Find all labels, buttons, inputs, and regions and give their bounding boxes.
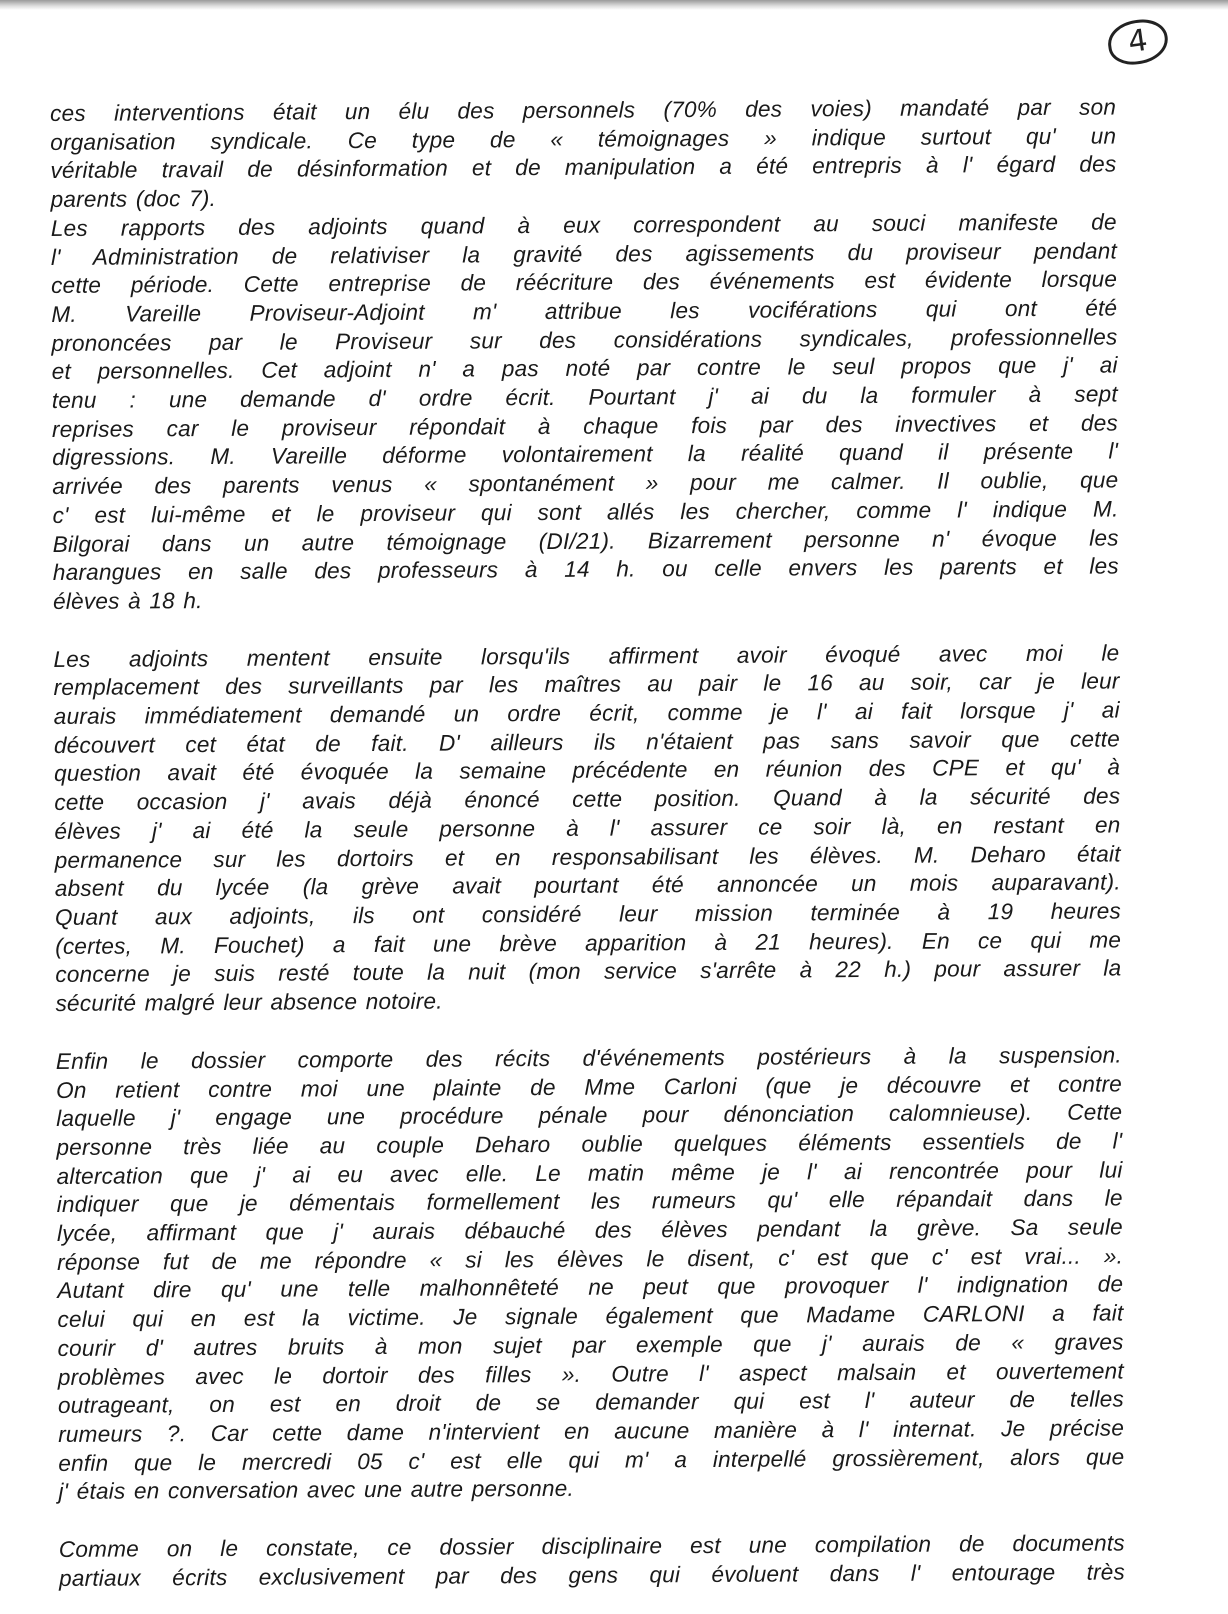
text-line: outrageant, on est en droit de se demander qui est l' auteur de telles xyxy=(57,1386,1125,1419)
text-line: Comme on le constate, ce dossier disciplinaire est une compilation de documents xyxy=(58,1530,1125,1563)
text-line: tenu : une demande d' ordre écrit. Pourtant j' ai du la formuler à sept xyxy=(51,381,1118,414)
text-line: digressions. M. Vareille déforme volontairement la réalité quand il présente l' xyxy=(52,438,1119,471)
text-line: M. Vareille Proviseur-Adjoint m' attribue les vociférations qui ont été xyxy=(51,295,1118,327)
text-line: question avait été évoquée la semaine précédente en réunion des CPE et qu' à xyxy=(54,754,1121,787)
text-line: courir d' autres bruits à mon sujet par exemple que j' aurais de « graves xyxy=(57,1329,1124,1361)
text-line: prononcées par le Proviseur sur des considérations syndicales, professionnelles xyxy=(51,324,1118,356)
text-line: personne très liée au couple Deharo oublie quelques éléments essentiels de l' xyxy=(56,1128,1123,1160)
text-line: Bilgorai dans un autre témoignage (DI/21). Bizarrement personne n' évoque les xyxy=(52,525,1119,557)
paragraph-5 xyxy=(59,1530,1125,1594)
text-line: élèves j' ai été la seule personne à l' assurer ce soir là, en restant en xyxy=(54,812,1121,844)
text-line: parents (doc 7). xyxy=(50,186,217,213)
text-line: partiaux écrits exclusivement par des gens qui évoluent dans l' entourage très xyxy=(58,1559,1126,1591)
paragraph-3 xyxy=(53,639,1121,1019)
paragraph-1 xyxy=(50,93,1117,214)
text-line: aurais immédiatement demandé un ordre écrit, comme je l' ai fait lorsque j' ai xyxy=(53,697,1120,730)
text-line: élèves à 18 h. xyxy=(52,588,203,614)
scan-top-edge xyxy=(0,0,1228,10)
text-line: celui qui en est la victime. Je signale également que Madame CARLONI a fait xyxy=(57,1300,1124,1333)
paragraph-2 xyxy=(51,208,1119,616)
text-line: et personnelles. Cet adjoint n' a pas noté par contre le seul propos que j' ai xyxy=(51,352,1118,385)
text-line: sécurité malgré leur absence notoire. xyxy=(55,988,443,1017)
text-line: réponse fut de me répondre « si les élèves le disent, c' est que c' est vrai... ». xyxy=(57,1243,1124,1275)
text-line: arrivée des parents venus « spontanément » pour me calmer. Il oublie, que xyxy=(52,467,1119,500)
text-line: reprises car le proviseur répondait à chaque fois par des invectives et des xyxy=(51,410,1119,442)
text-line: On retient contre moi une plainte de Mme Carloni (que je découvre et contre xyxy=(55,1070,1123,1103)
text-line: rumeurs ?. Car cette dame n'intervient en aucune manière à l' internat. Je précise xyxy=(58,1415,1125,1447)
text-line: lycée, affirmant que j' aurais débauché des élèves pendant la grève. Sa seule xyxy=(56,1214,1123,1246)
text-line: découvert cet état de fait. D' ailleurs ils n'étaient pas sans savoir que cette xyxy=(53,726,1120,758)
text-line: Les rapports des adjoints quand à eux correspondent au souci manifeste de xyxy=(50,209,1117,241)
text-line: cette occasion j' avais déjà énoncé cette position. Quand à la sécurité des xyxy=(54,783,1121,816)
handwritten-page-number: 4 xyxy=(1105,16,1171,68)
text-line: Autant dire qu' une telle malhonnêteté ne peut que provoquer l' indignation de xyxy=(57,1271,1124,1304)
text-line: absent du lycée (la grève avait pourtant été annoncée un mois auparavant). xyxy=(54,869,1121,902)
text-line: concerne je suis resté toute la nuit (mon service s'arrête à 22 h.) pour assurer la xyxy=(55,955,1122,988)
text-line: Les adjoints mentent ensuite lorsqu'ils affirment avoir évoqué avec moi le xyxy=(53,640,1120,672)
text-line: Quant aux adjoints, ils ont considéré leur mission terminée à 19 heures xyxy=(54,898,1122,930)
text-line: ces interventions était un élu des personnels (70% des voies) mandaté par son xyxy=(50,94,1117,126)
text-line: (certes, M. Fouchet) a fait une brève apparition à 21 heures). En ce qui me xyxy=(55,927,1122,959)
text-line: permanence sur les dortoirs et en responsabilisant les élèves. M. Deharo était xyxy=(54,841,1121,873)
text-line: j' étais en conversation avec une autre personne. xyxy=(58,1476,575,1505)
text-line: altercation que j' ai eu avec elle. Le matin même je l' ai rencontrée pour lui xyxy=(56,1157,1123,1189)
text-line: organisation syndicale. Ce type de « témoignages » indique surtout qu' un xyxy=(50,123,1117,155)
text-line: remplacement des surveillants par les maîtres au pair le 16 au soir, car je leur xyxy=(53,668,1120,701)
text-line: l' Administration de relativiser la gravité des agissements du proviseur pendant xyxy=(50,238,1118,270)
text-line: enfin que le mercredi 05 c' est elle qui m' a interpellé grossièrement, alors que xyxy=(58,1444,1125,1476)
text-line: Enfin le dossier comporte des récits d'événements postérieurs à la suspension. xyxy=(55,1042,1122,1074)
text-line: c' est lui-même et le proviseur qui sont allés les chercher, comme l' indique M. xyxy=(52,496,1119,528)
text-line: laquelle j' engage une procédure pénale pour dénonciation calomnieuse). Cette xyxy=(56,1099,1123,1132)
text-line: problèmes avec le dortoir des filles ». Outre l' aspect malsain et ouvertement xyxy=(57,1357,1124,1390)
document-body xyxy=(50,93,1125,1593)
text-line: véritable travail de désinformation et de manipulation a été entrepris à l' égard des xyxy=(50,151,1117,184)
text-line: indiquer que je démentais formellement les rumeurs qu' elle répandait dans le xyxy=(56,1185,1123,1218)
paragraph-4 xyxy=(56,1041,1125,1507)
text-line: cette période. Cette entreprise de réécriture des événements est évidente lorsque xyxy=(51,266,1118,299)
text-line: harangues en salle des professeurs à 14 h. ou celle envers les parents et les xyxy=(52,553,1119,586)
